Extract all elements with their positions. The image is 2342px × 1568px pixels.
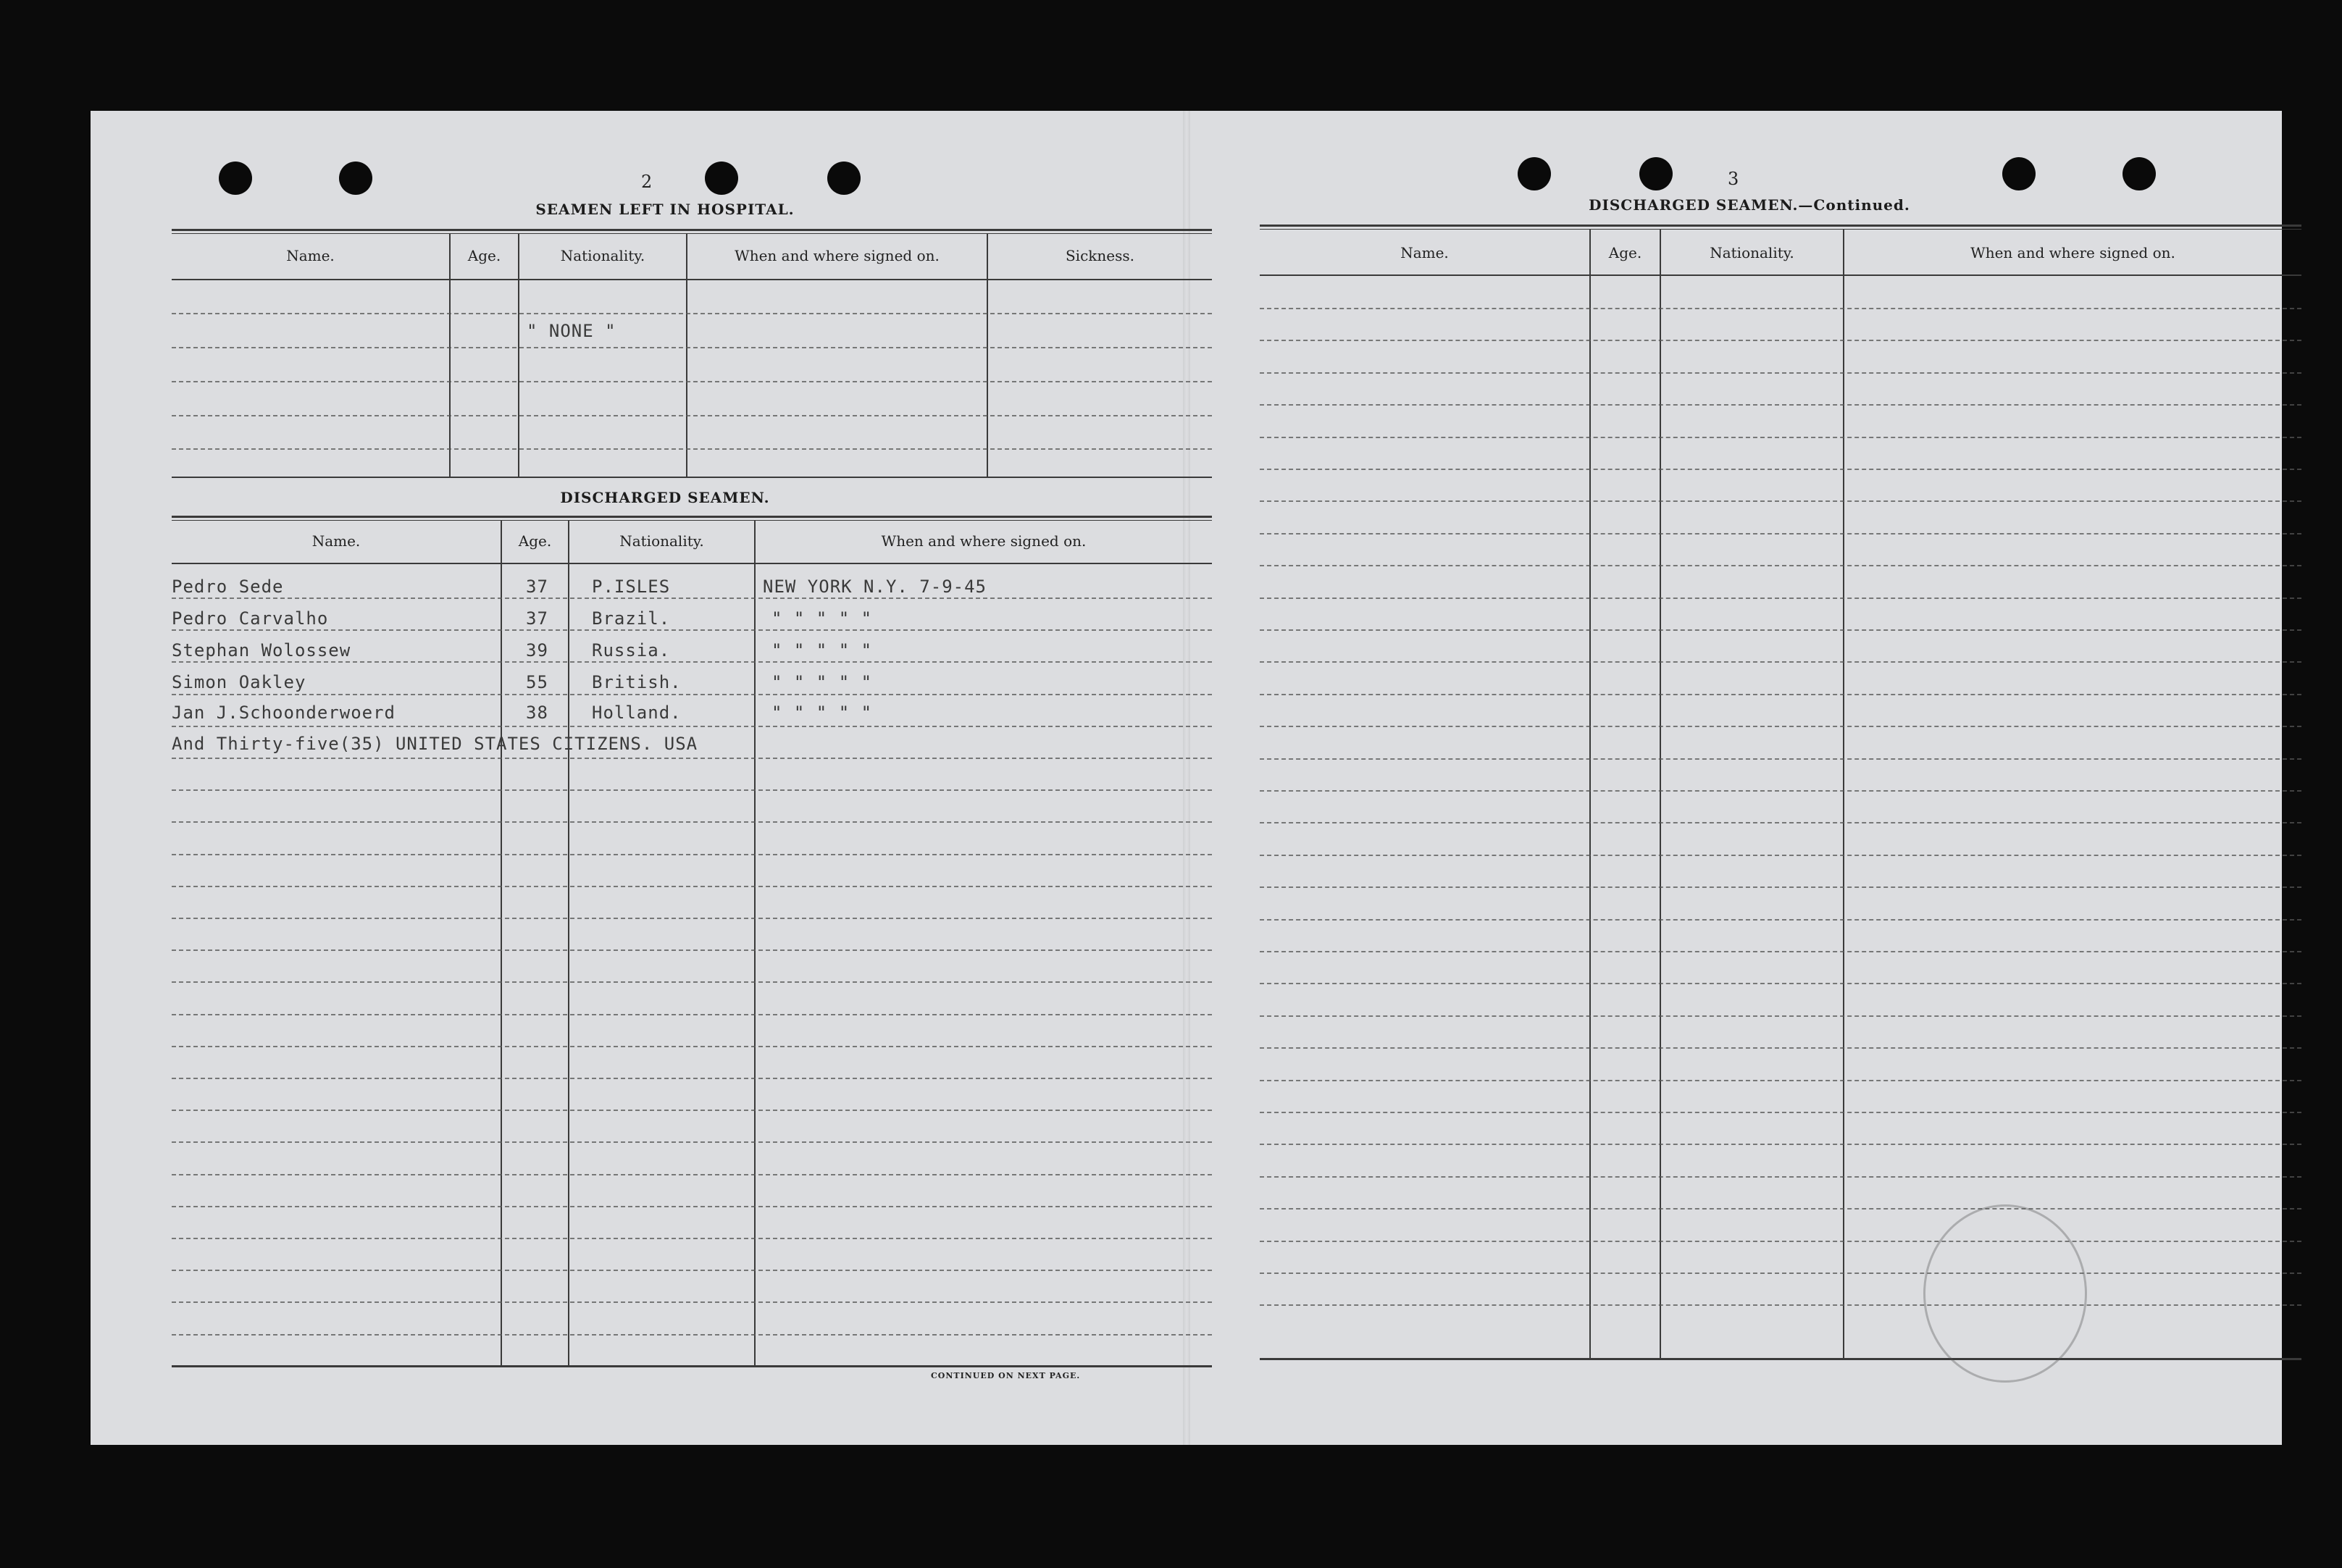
discharged-col-name: Name. [311,532,361,550]
seaman-name: Pedro Carvalho [172,608,329,629]
seaman-age: 37 [526,608,548,629]
ruled-line [1260,661,2301,663]
seaman-name: Pedro Sede [172,577,284,597]
hospital-col-sickness: Sickness. [1065,247,1135,264]
right-page [91,111,2282,1445]
discharged-section-title: DISCHARGED SEAMEN. [560,489,770,506]
discharged-col-nationality: Nationality. [619,532,704,550]
ruled-line [1260,1112,2301,1113]
ruled-line [1260,758,2301,760]
ruled-line [1260,469,2301,470]
ruled-line [1260,822,2301,823]
ruled-line [1260,855,2301,856]
ruled-line [1260,694,2301,695]
ruled-line [1260,886,2301,888]
seaman-age: 39 [526,640,548,661]
seaman-signed-on: " " " " " [771,640,873,661]
faded-stamp [1923,1204,2087,1383]
continued-col-age: Age. [1608,244,1642,261]
seaman-signed-on: NEW YORK N.Y. 7-9-45 [763,577,987,597]
ruled-line [1260,1241,2301,1242]
seaman-nationality: Russia. [592,640,671,661]
continued-col-signed-on: When and where signed on. [1970,244,2175,261]
ruled-line [1260,437,2301,438]
ruled-line [1260,598,2301,599]
ruled-line [1260,404,2301,406]
hospital-col-age: Age. [467,247,501,264]
seaman-name: Stephan Wolossew [172,640,351,661]
seaman-age: 38 [526,703,548,723]
ruled-line [1260,629,2301,631]
ruled-line [1260,1176,2301,1178]
ruled-line [1260,726,2301,727]
continued-col-nationality: Nationality. [1710,244,1794,261]
seaman-signed-on: " " " " " [771,608,873,629]
us-citizens-note: And Thirty-five(35) UNITED STATES CITIZENS. USA [172,734,698,754]
hospital-section-title: SEAMEN LEFT IN HOSPITAL. [535,201,795,218]
page-number: 3 [1728,169,1739,189]
ruled-line [1260,340,2301,341]
continued-col-name: Name. [1400,244,1449,261]
seaman-age: 55 [526,672,548,692]
seaman-age: 37 [526,577,548,597]
ruled-line [1260,500,2301,502]
seaman-nationality: P.ISLES [592,577,671,597]
seaman-signed-on: " " " " " [771,703,873,723]
hospital-col-name: Name. [286,247,335,264]
ruled-line [1260,1047,2301,1049]
page-number: 2 [641,172,653,192]
ruled-line [1260,372,2301,374]
discharged-col-signed-on: When and where signed on. [881,532,1087,550]
seaman-signed-on: " " " " " [771,672,873,692]
ruled-line [1260,1015,2301,1017]
seaman-name: Simon Oakley [172,672,306,692]
seaman-nationality: Holland. [592,703,682,723]
ruled-line [1260,565,2301,566]
hospital-col-signed-on: When and where signed on. [735,247,940,264]
ruled-line [1260,790,2301,792]
ruled-line [1260,983,2301,984]
hospital-none-entry: " NONE " [527,321,616,341]
ruled-line [1260,1304,2301,1306]
seaman-name: Jan J.Schoonderwoerd [172,703,396,723]
continued-footer: CONTINUED ON NEXT PAGE. [931,1371,1081,1380]
ruled-line [1260,919,2301,921]
seaman-nationality: Brazil. [592,608,671,629]
seaman-nationality: British. [592,672,682,692]
ruled-line [1260,1273,2301,1274]
ruled-line [1260,308,2301,309]
ruled-line [1260,1208,2301,1209]
discharged-continued-title: DISCHARGED SEAMEN.—Continued. [1589,196,1910,214]
ruled-line [1260,1080,2301,1081]
ruled-line [1260,1144,2301,1145]
document-sheet [91,111,2282,1445]
ruled-line [1260,951,2301,952]
ruled-line [1260,533,2301,534]
discharged-col-age: Age. [518,532,552,550]
hospital-col-nationality: Nationality. [560,247,645,264]
